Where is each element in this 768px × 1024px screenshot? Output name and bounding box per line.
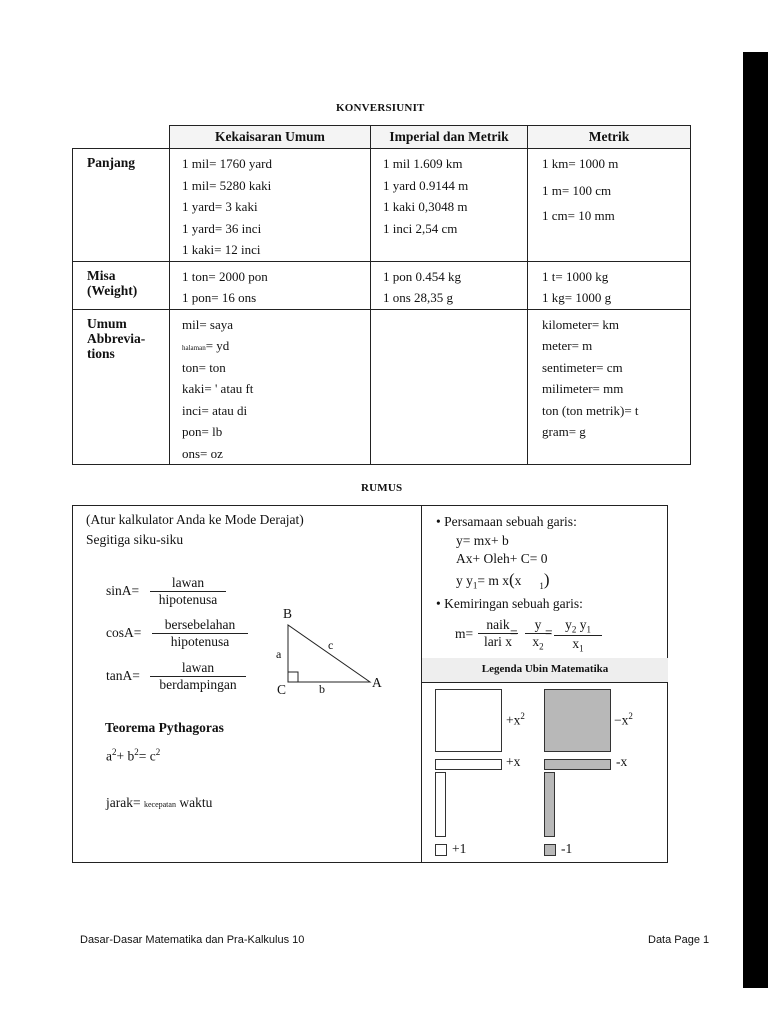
metric-cell [528, 261, 691, 309]
tile-negative-x-horizontal [544, 759, 611, 770]
cell-line: kilometer= km [542, 316, 620, 332]
tile-x-vertical [435, 772, 446, 837]
row-label-abbreviations: Umum Abbrevia-tions [73, 309, 170, 465]
line-equation-slope-intercept: y= mx+ b [456, 533, 509, 548]
tile-x-squared [435, 689, 502, 752]
tile-negative-one [544, 844, 556, 856]
cell-line: 1 mil= 1760 yard [182, 156, 273, 171]
tile-x-squared-label: $+x^2$ [506, 711, 525, 728]
cell-line: 1 m= 100 cm [542, 183, 612, 198]
formula-divider [421, 505, 422, 863]
tile-x-horizontal [435, 759, 502, 770]
slope-bullet: • Kemiringan sebuah garis: [436, 596, 583, 611]
tile-negative-x-squared [544, 689, 611, 752]
line-equation-title: Persamaan sebuah garis: [444, 514, 577, 529]
cos-numerator: bersebelahan [152, 617, 248, 634]
small-word: halaman [182, 344, 206, 352]
tan-numerator: lawan [150, 660, 246, 677]
line-equation-standard: Ax+ Oleh+ C= 0 [456, 551, 548, 566]
metric-cell [528, 149, 691, 262]
slope-title: Kemiringan sebuah garis: [444, 596, 583, 611]
conversion-table [72, 125, 691, 465]
rumus-title: RUMUS [361, 482, 403, 494]
cell-line: inci= atau di [182, 402, 248, 418]
sin-label: sinA= [106, 583, 140, 598]
tan-fraction [150, 660, 246, 693]
cell-line: 1 pon= 16 ons [182, 290, 257, 305]
cell-line: 1 kg= 1000 g [542, 290, 612, 305]
pythagoras-title: Teorema Pythagoras [105, 720, 224, 735]
cell-line: 1 ton= 2000 pon [182, 268, 268, 284]
common-cell [170, 149, 371, 262]
cell-line: gram= g [542, 424, 586, 439]
header-common: Kekaisaran Umum [170, 126, 371, 149]
tile-negative-x-label: -x [616, 754, 628, 769]
cell-line: 1 cm= 10 mm [542, 208, 615, 223]
tile-negative-x-squared-label: $-x^2$ [614, 711, 633, 728]
cell-line: 1 kaki= 12 inci [182, 242, 261, 257]
header-metric: Metrik [528, 126, 691, 149]
legend-divider-bottom [422, 682, 668, 683]
cell-line: 1 pon 0.454 kg [383, 268, 461, 284]
footer-page-number: Data Page 1 [648, 934, 710, 946]
cell-line: 1 inci 2,54 cm [383, 220, 458, 236]
cell-line: 1 ons 28,35 g [383, 290, 454, 305]
cell-line: 1 mil 1.609 km [383, 156, 463, 171]
pythagoras-formula: $a^2+ b^2= c^2$ [106, 747, 161, 764]
tan-denominator: berdampingan [159, 677, 237, 692]
tile-negative-one-label: -1 [561, 841, 573, 856]
cell-line: halaman= yd [182, 338, 230, 353]
tan-label: tanA= [106, 668, 140, 683]
slope-fraction-delta: $\frac{y}{x_2}$ [525, 617, 551, 652]
cell-line: ton= ton [182, 359, 226, 375]
cell-line: ons= oz [182, 445, 223, 461]
tile-one [435, 844, 447, 856]
table-row [73, 309, 691, 465]
cell-line: 1 km= 1000 m [542, 156, 619, 171]
common-cell [170, 261, 371, 309]
row-label-mass: Misa (Weight) [73, 261, 170, 309]
side-b-label: b [319, 682, 325, 696]
side-a-label: a [276, 647, 282, 661]
sin-fraction [150, 575, 226, 608]
cell-line: kaki= ' atau ft [182, 381, 254, 396]
cell-line: 1 yard= 3 kaki [182, 199, 258, 214]
sin-denominator: hipotenusa [158, 592, 218, 607]
imperial-metric-cell [371, 149, 528, 262]
cos-label: cosA= [106, 625, 142, 640]
imperial-metric-cell [371, 261, 528, 309]
cell-line: 1 kaki 0,3048 m [383, 199, 468, 214]
line-equation-bullet: • Persamaan sebuah garis: [436, 514, 577, 529]
cell-line: sentimeter= cm [542, 359, 623, 375]
slope-fraction-points: $\frac{y_2 y_1}{x_1}$ [554, 617, 602, 653]
cell-line: 1 t= 1000 kg [542, 268, 609, 284]
sin-numerator: lawan [150, 575, 226, 592]
vertex-c-label: C [277, 682, 287, 697]
line-equation-point-slope: y $y_1= m$ x(x $_1$) [456, 570, 550, 591]
imperial-metric-cell [371, 309, 528, 465]
table-row [73, 261, 691, 309]
cell-line: ton (ton metrik)= t [542, 402, 639, 418]
metric-cell [528, 309, 691, 465]
tile-x-label: +x [506, 754, 521, 769]
cell-line: 1 yard= 36 inci [182, 220, 262, 236]
cell-line: pon= lb [182, 424, 223, 439]
right-triangle-title: Segitiga siku-siku [86, 532, 184, 547]
cos-fraction [152, 617, 248, 650]
footer-title: Dasar-Dasar Matematika dan Pra-Kalkulus 10 [80, 934, 305, 946]
calculator-note: (Atur kalkulator Anda ke Mode Derajat) [86, 512, 304, 527]
cell-line: meter= m [542, 338, 593, 353]
header-imperial-metric: Imperial dan Metrik [371, 126, 528, 149]
cell-line: 1 yard 0.9144 m [383, 177, 469, 193]
cell-line: mil= saya [182, 316, 234, 332]
vertex-b-label: B [283, 606, 293, 621]
row-label-length: Panjang [73, 149, 170, 262]
vertex-a-label: A [372, 675, 382, 690]
legend-title: Legenda Ubin Matematika [422, 658, 668, 682]
common-cell [170, 309, 371, 465]
conversion-title: KONVERSIUNIT [336, 102, 425, 114]
tile-negative-x-vertical [544, 772, 555, 837]
tile-one-label: +1 [452, 841, 467, 856]
table-row [73, 149, 691, 262]
cell-line: 1 mil= 5280 kaki [182, 177, 272, 193]
cell-line: milimeter= mm [542, 381, 624, 396]
distance-formula: jarak= kecepatan waktu [106, 795, 213, 810]
side-c-label: c [328, 638, 334, 652]
slope-lhs: m= [455, 626, 474, 641]
page-edge-bar [743, 52, 768, 988]
cos-denominator: hipotenusa [170, 634, 230, 649]
slope-fraction-rise-run: naik lari x [478, 617, 518, 650]
